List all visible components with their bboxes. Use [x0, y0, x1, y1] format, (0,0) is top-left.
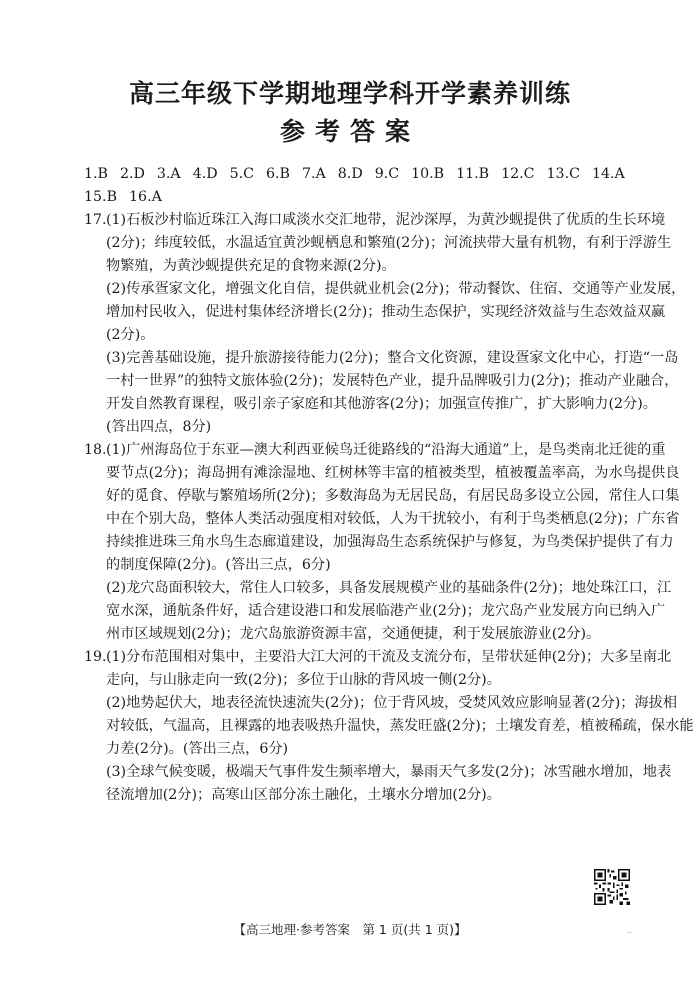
q17-line: 一村一世界”的独特文旅体验(2分)；发展特色产业，提升品牌吸引力(2分)；推动产业融合，: [106, 373, 679, 389]
page-footer: 【高三地理·参考答案 第 1 页(共 1 页)】: [233, 922, 467, 937]
q19-line: 径流增加(2分)；高寒山区部分冻土融化，土壤水分增加(2分)。: [106, 787, 501, 803]
q18-line: 持续推进珠三角水鸟生态廊道建设，加强海岛生态系统保护与修复，为鸟类保护提供了有力: [106, 534, 674, 550]
q17-line: (3)完善基础设施，提升旅游接待能力(2分)；整合文化资源，建设疍家文化中心，打造“一岛: [106, 350, 679, 366]
page-title: 高三年级下学期地理学科开学素养训练: [128, 79, 571, 108]
mcq-answer: 6.B: [266, 166, 290, 182]
mcq-answer: 15.B: [84, 189, 117, 205]
mcq-answers-row-2: [84, 186, 650, 209]
mcq-answer: 12.C: [501, 166, 535, 182]
q19-line: (3)全球气候变暖，极端天气事件发生频率增大，暴雨天气多发(2分)；冰雪融水增加，地表: [106, 764, 672, 780]
q18-line: 中在个别大岛，整体人类活动强度相对较低，人为干扰较小，有利于鸟类栖息(2分)；广东省: [106, 511, 680, 527]
mcq-answer: 14.A: [591, 166, 625, 182]
mcq-answers-row-1: [84, 163, 650, 186]
q18-line: 要节点(2分)；海岛拥有滩涂湿地、红树林等丰富的植被类型，植被覆盖率高，为水鸟提供良: [106, 465, 680, 481]
q19-number: 19.: [84, 649, 107, 665]
q19-line: 对较低，气温高，且裸露的地表吸热升温快，蒸发旺盛(2分)；土壤发育差，植被稀疏，保水能: [106, 718, 694, 734]
q17-line: (2)传承疍家文化，增强文化自信，提供就业机会(2分)；带动餐饮、住宿、交通等产业发展，: [106, 281, 686, 297]
mcq-answer: 3.A: [156, 166, 181, 182]
mcq-answer: 16.A: [129, 189, 162, 205]
answer-body: [84, 163, 694, 807]
q17-line: 开发自然教育课程，吸引亲子家庭和其他游客(2分)；加强宣传推广，扩大影响力(2分)。: [106, 396, 657, 412]
q19-line: 走向，与山脉走向一致(2分)；多位于山脉的背风坡一侧(2分)。: [106, 672, 501, 688]
q18-line: 州市区域规划(2分)；龙穴岛旅游资源丰富，交通便捷，利于发展旅游业(2分)。: [106, 626, 601, 642]
q17-line: (答出四点，8分): [106, 419, 212, 435]
mcq-answer: 9.C: [374, 166, 400, 182]
q19-line: (2)地势起伏大，地表径流快速流失(2分)；位于背风坡，受焚风效应影响显著(2分)；海拔相: [106, 695, 678, 711]
q18-line: 好的觅食、停歇与繁殖场所(2分)；多数海岛为无居民岛，有居民岛多设立公园，常住人口集: [106, 488, 680, 504]
q17-number: 17.: [84, 212, 107, 228]
mcq-answer: 13.C: [546, 166, 580, 182]
mcq-answer: 10.B: [411, 166, 445, 182]
q18-line: 18.(1)广州海岛位于东亚—澳大利西亚候鸟迁徙路线的“沿海大通道”上，是鸟类南北迁徙的重: [106, 439, 650, 462]
mcq-answer: 2.D: [119, 166, 145, 182]
q17-line: 物繁殖，为黄沙蚬提供充足的食物来源(2分)。: [106, 258, 396, 274]
corner-mark: ..: [627, 926, 633, 935]
mcq-answer: 4.D: [192, 166, 218, 182]
mcq-answer: 1.B: [84, 166, 108, 182]
q17-line: (2分)。: [106, 327, 155, 343]
page-subtitle: 参考答案: [279, 117, 420, 146]
mcq-answer: 8.D: [337, 166, 363, 182]
q18-line: 的制度保障(2分)。(答出三点，6分): [106, 557, 331, 573]
q19-line: 19.(1)分布范围相对集中，主要沿大江大河的干流及支流分布，呈带状延伸(2分)；大多呈南北: [106, 646, 650, 669]
q18-line: 宽水深，通航条件好，适合建设港口和发展临港产业(2分)；龙穴岛产业发展方向已纳入广: [106, 603, 666, 619]
q17-line: 增加村民收入，促进村集体经济增长(2分)；推动生态保护，实现经济效益与生态效益双赢: [106, 304, 666, 320]
mcq-answer: 5.C: [229, 166, 255, 182]
q17-line: (2分)；纬度较低，水温适宜黄沙蚬栖息和繁殖(2分)；河流挟带大量有机物，有利于浮游生: [106, 235, 672, 251]
q17-line: 17.(1)石板沙村临近珠江入海口咸淡水交汇地带，泥沙深厚，为黄沙蚬提供了优质的生长环境: [106, 209, 650, 232]
q18-line: (2)龙穴岛面积较大，常住人口较多，具备发展规模产业的基础条件(2分)；地处珠江口，江: [106, 580, 672, 596]
mcq-answer: 7.A: [301, 166, 326, 182]
q18-number: 18.: [84, 442, 107, 458]
mcq-answer: 11.B: [456, 166, 490, 182]
qr-code-icon: [594, 869, 630, 905]
q19-line: 力差(2分)。(答出三点，6分): [106, 741, 289, 757]
